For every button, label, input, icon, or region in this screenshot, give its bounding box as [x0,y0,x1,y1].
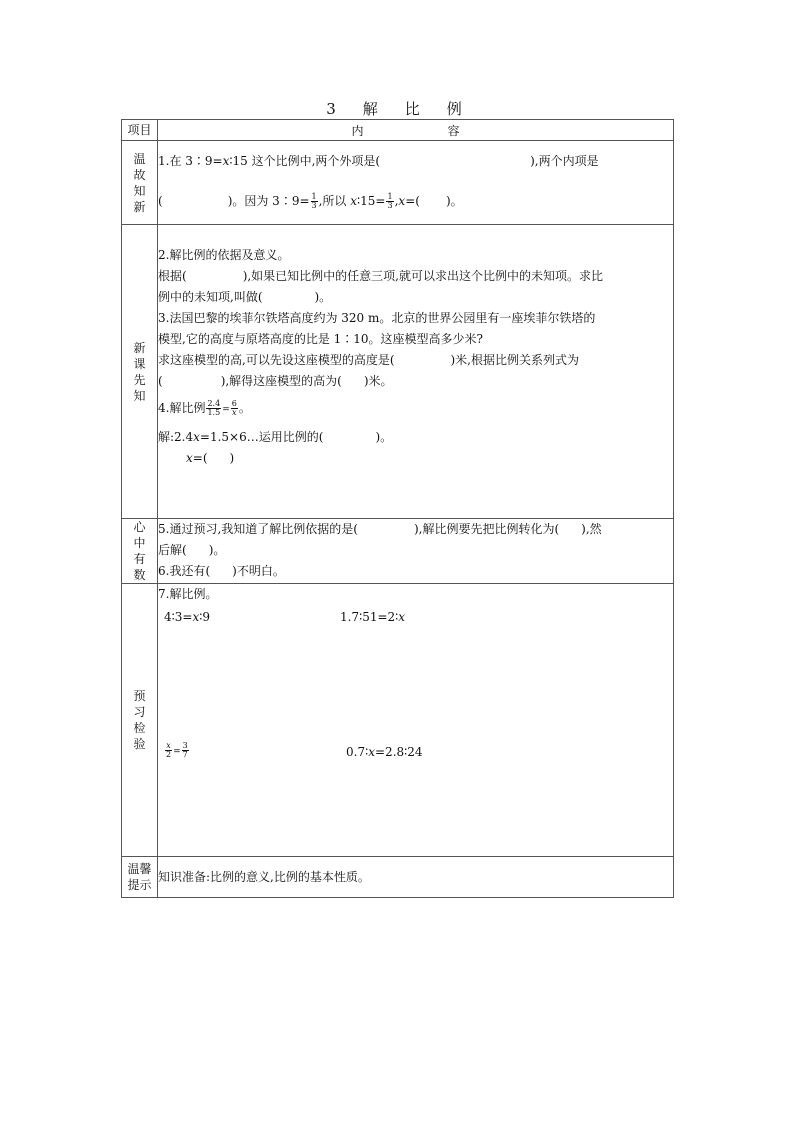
problem-4: 0.7∶x=2.8∶24 [346,745,423,759]
preview-label: 预 习 检 验 [122,584,158,857]
new-lesson-label: 新 课 先 知 [122,225,158,519]
question-3-line-3: 求这座模型的高,可以先设这座模型的高度是( )米,根据比例关系列式为 [158,353,579,367]
reflection-row [122,519,674,584]
header-item-cell: 项目 [122,120,158,141]
problem-3: $\frac{x}{2}$ = $\frac{3}{7}$ [166,741,188,759]
worksheet-table [121,119,674,898]
question-1-line-1: 1.在 3∶9=x∶15 这个比例中,两个外项是( ),两个内项是 [158,154,599,168]
question-3-line-2: 模型,它的高度与原塔高度的比是 1∶10。这座模型高多少米? [158,332,483,346]
review-content [158,141,674,225]
new-lesson-content [158,225,674,519]
problem-2: 1.7∶51=2∶x [340,610,406,624]
fraction: $\frac{x}{2}$ [166,741,172,759]
fraction: $\frac{6}{x}$ [231,399,237,417]
review-label: 温 故 知 新 [122,141,158,225]
problem-1: 4∶3=x∶9 [164,610,210,624]
question-4-answer: x=( ) [186,451,235,465]
tips-content [158,857,674,898]
question-7-title: 7.解比例。 [158,587,218,601]
new-lesson-row [122,225,674,519]
fraction: $\frac{3}{7}$ [182,741,188,759]
question-3-line-4: ( ),解得这座模型的高为( )米。 [158,374,393,388]
question-4-solution: 解:2.4x=1.5×6…运用比例的( )。 [158,430,393,444]
header-content-cell: 内 容 [158,120,674,141]
question-5-line-2: 后解( )。 [158,543,226,557]
question-2-title: 2.解比例的依据及意义。 [158,248,290,262]
fraction: $\frac{1}{3}$ [311,192,317,210]
table-header-row [122,120,674,141]
fraction: $\frac{2.4}{1.5}$ [207,399,221,417]
question-2-line-1: 根据( ),如果已知比例中的任意三项,就可以求出这个比例中的未知项。求比 [158,269,604,283]
tips-text: 知识准备:比例的意义,比例的基本性质。 [158,869,370,884]
reflection-label: 心 中 有 数 [122,519,158,584]
page-title: 3 解 比 例 [326,100,468,118]
question-3-line-1: 3.法国巴黎的埃菲尔铁塔高度约为 320 m。北京的世界公园里有一座埃菲尔铁塔的 [158,311,596,325]
preview-content [158,584,674,857]
review-row [122,141,674,225]
question-6: 6.我还有( )不明白。 [158,564,285,578]
preview-row [122,584,674,857]
question-4-title: 4.解比例 $\frac{2.4}{1.5}$ = $\frac{6}{x}$ 。 [158,399,251,417]
tips-row [122,857,674,898]
question-2-line-2: 例中的未知项,叫做( )。 [158,290,332,304]
fraction: $\frac{1}{3}$ [387,192,393,210]
tips-label: 温馨 提示 [122,857,158,898]
question-1-line-2: ( )。因为 3∶9= $\frac{1}{3}$ ,所以 x∶15= $\frac{1}{3}$ ,x=( )。 [158,192,463,210]
reflection-content [158,519,674,584]
question-5-line-1: 5.通过预习,我知道了解比例依据的是( ),解比例要先把比例转化为( ),然 [158,522,602,536]
